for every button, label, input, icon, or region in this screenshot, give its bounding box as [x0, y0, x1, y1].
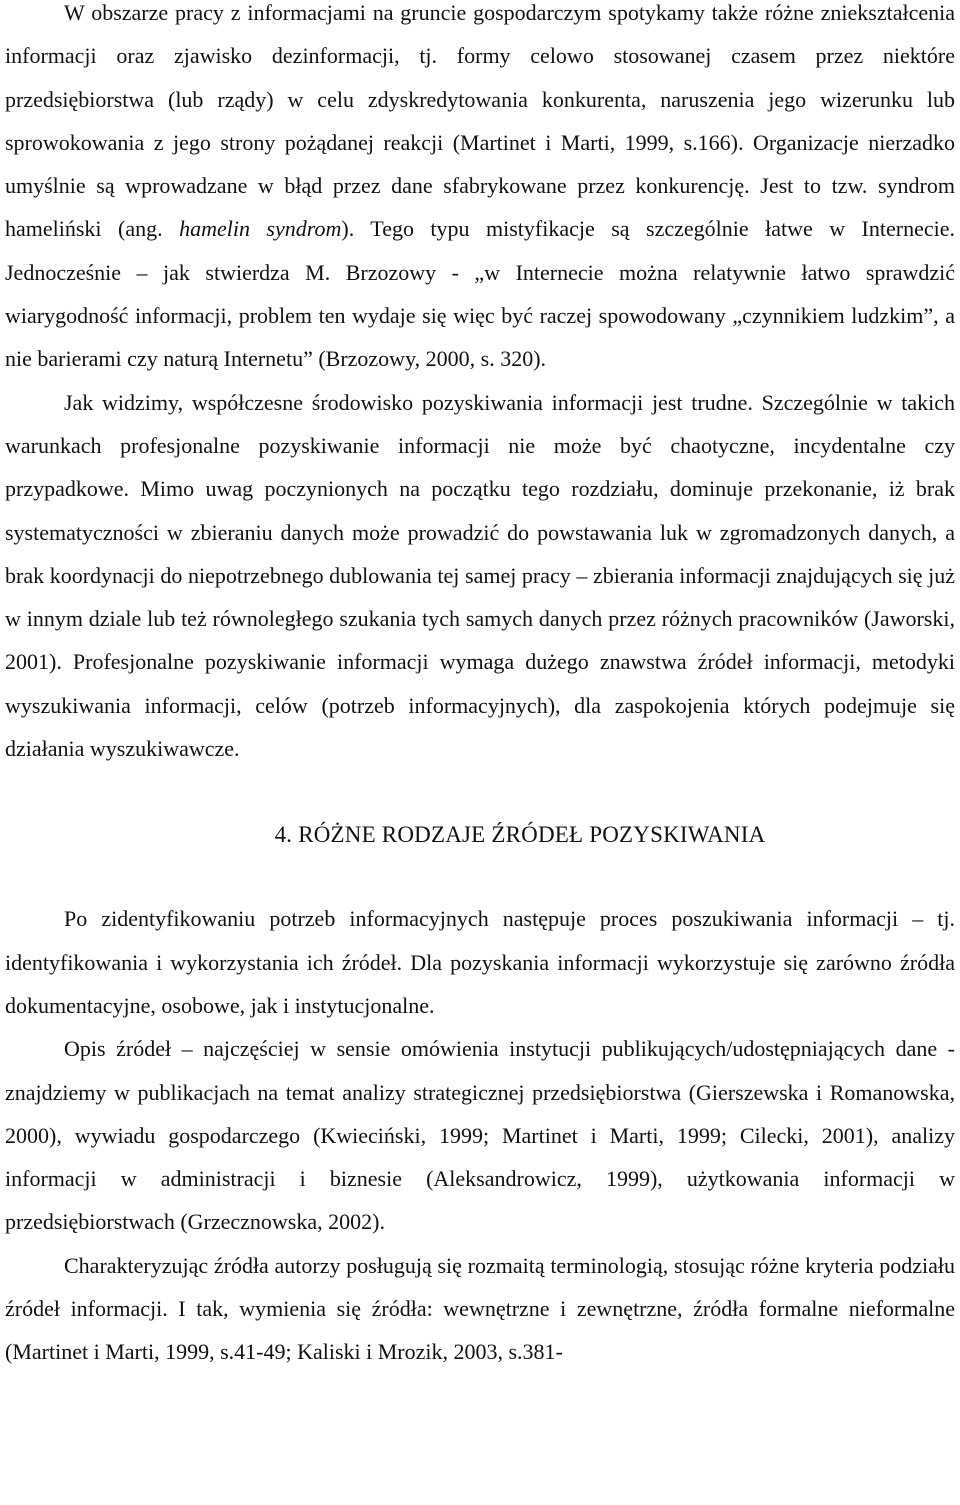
document-page [5, 0, 955, 1374]
paragraph-sources-description [5, 1027, 955, 1243]
text-segment: Charakteryzując źródła autorzy posługują się rozmaitą terminologią, stosując różne kryteria podziału źródeł informacji. I tak, wymienia się źródła: wewnętrzne i zewnętrzne, źródła formalne nieformalne (Martinet i Marti, 1999, s.41-49; Kaliski i Mrozik, 2003, s.381- [5, 1252, 955, 1365]
text-segment: Opis źródeł – najczęściej w sensie omówienia instytucji publikujących/udostępniających dane - znajdziemy w publikacjach na temat analizy strategicznej przedsiębiorstwa (Gierszewska i Romanowska, 2000), wywiadu gospodarczego (Kwieciński, 1999; Martinet i Marti, 1999; Cilecki, 2001), analizy informacji w administracji i biznesie (Aleksandrowicz, 1999), użytkowania informacji w przedsiębiorstwach (Grzecznowska, 2002). [5, 1036, 955, 1235]
paragraph-classification [5, 1244, 955, 1374]
paragraph-information-environment [5, 381, 955, 771]
text-segment: W obszarze pracy z informacjami na gruncie gospodarczym spotykamy także różne zniekształcenia informacji oraz zjawisko dezinformacji, tj. formy celowo stosowanej czasem przez niektóre przedsiębiorstwa (lub rządy) w celu zdyskredytowania konkurenta, naruszenia jego wizerunku lub sprowokowania z jego strony pożądanej reakcji (Martinet i Marti, 1999, s.166). Organizacje nierzadko umyślnie są wprowadzane w błąd przez dane sfabrykowane przez konkurencję. Jest to tzw. syndrom hameliński (ang. [5, 0, 955, 242]
paragraph-identification [5, 897, 955, 1027]
italic-term: hamelin syndrom [179, 216, 342, 242]
text-segment: Po zidentyfikowaniu potrzeb informacyjnych następuje proces poszukiwania informacji – tj. identyfikowania i wykorzystania ich źródeł. Dla pozyskania informacji wykorzystuje się zarówno źródła dokumentacyjne, osobowe, jak i instytucjonalne. [5, 906, 955, 1018]
paragraph-disinformation [5, 0, 955, 381]
section-heading: 4. RÓŻNE RODZAJE ŹRÓDEŁ POZYSKIWANIA [274, 822, 766, 848]
text-segment: ). Tego typu mistyfikacje są szczególnie łatwe w Internecie. Jednocześnie – jak stwierdza M. Brzozowy - „w Internecie można relatywnie łatwo sprawdzić wiarygodność informacji, problem ten wydaje się więc być raczej spowodowany „czynnikiem ludzkim”, a nie barierami czy naturą Internetu” (Brzozowy, 2000, s. 320). [5, 216, 955, 372]
text-segment: Jak widzimy, współczesne środowisko pozyskiwania informacji jest trudne. Szczególnie w takich warunkach profesjonalne pozyskiwanie informacji nie może być chaotyczne, incydentalne czy przypadkowe. Mimo uwag poczynionych na początku tego rozdziału, dominuje przekonanie, iż brak systematyczności w zbieraniu danych może prowadzić do powstawania luk w zgromadzonych danych, a brak koordynacji do niepotrzebnego dublowania tej samej pracy – zbierania informacji znajdujących się już w innym dziale lub też równoległego szukania tych samych danych przez różnych pracowników (Jaworski, 2001). Profesjonalne pozyskiwanie informacji wymaga dużego znawstwa źródeł informacji, metodyki wyszukiwania informacji, celów (potrzeb informacyjnych), dla zaspokojenia których podejmuje się działania wyszukiwawcze. [5, 389, 955, 762]
